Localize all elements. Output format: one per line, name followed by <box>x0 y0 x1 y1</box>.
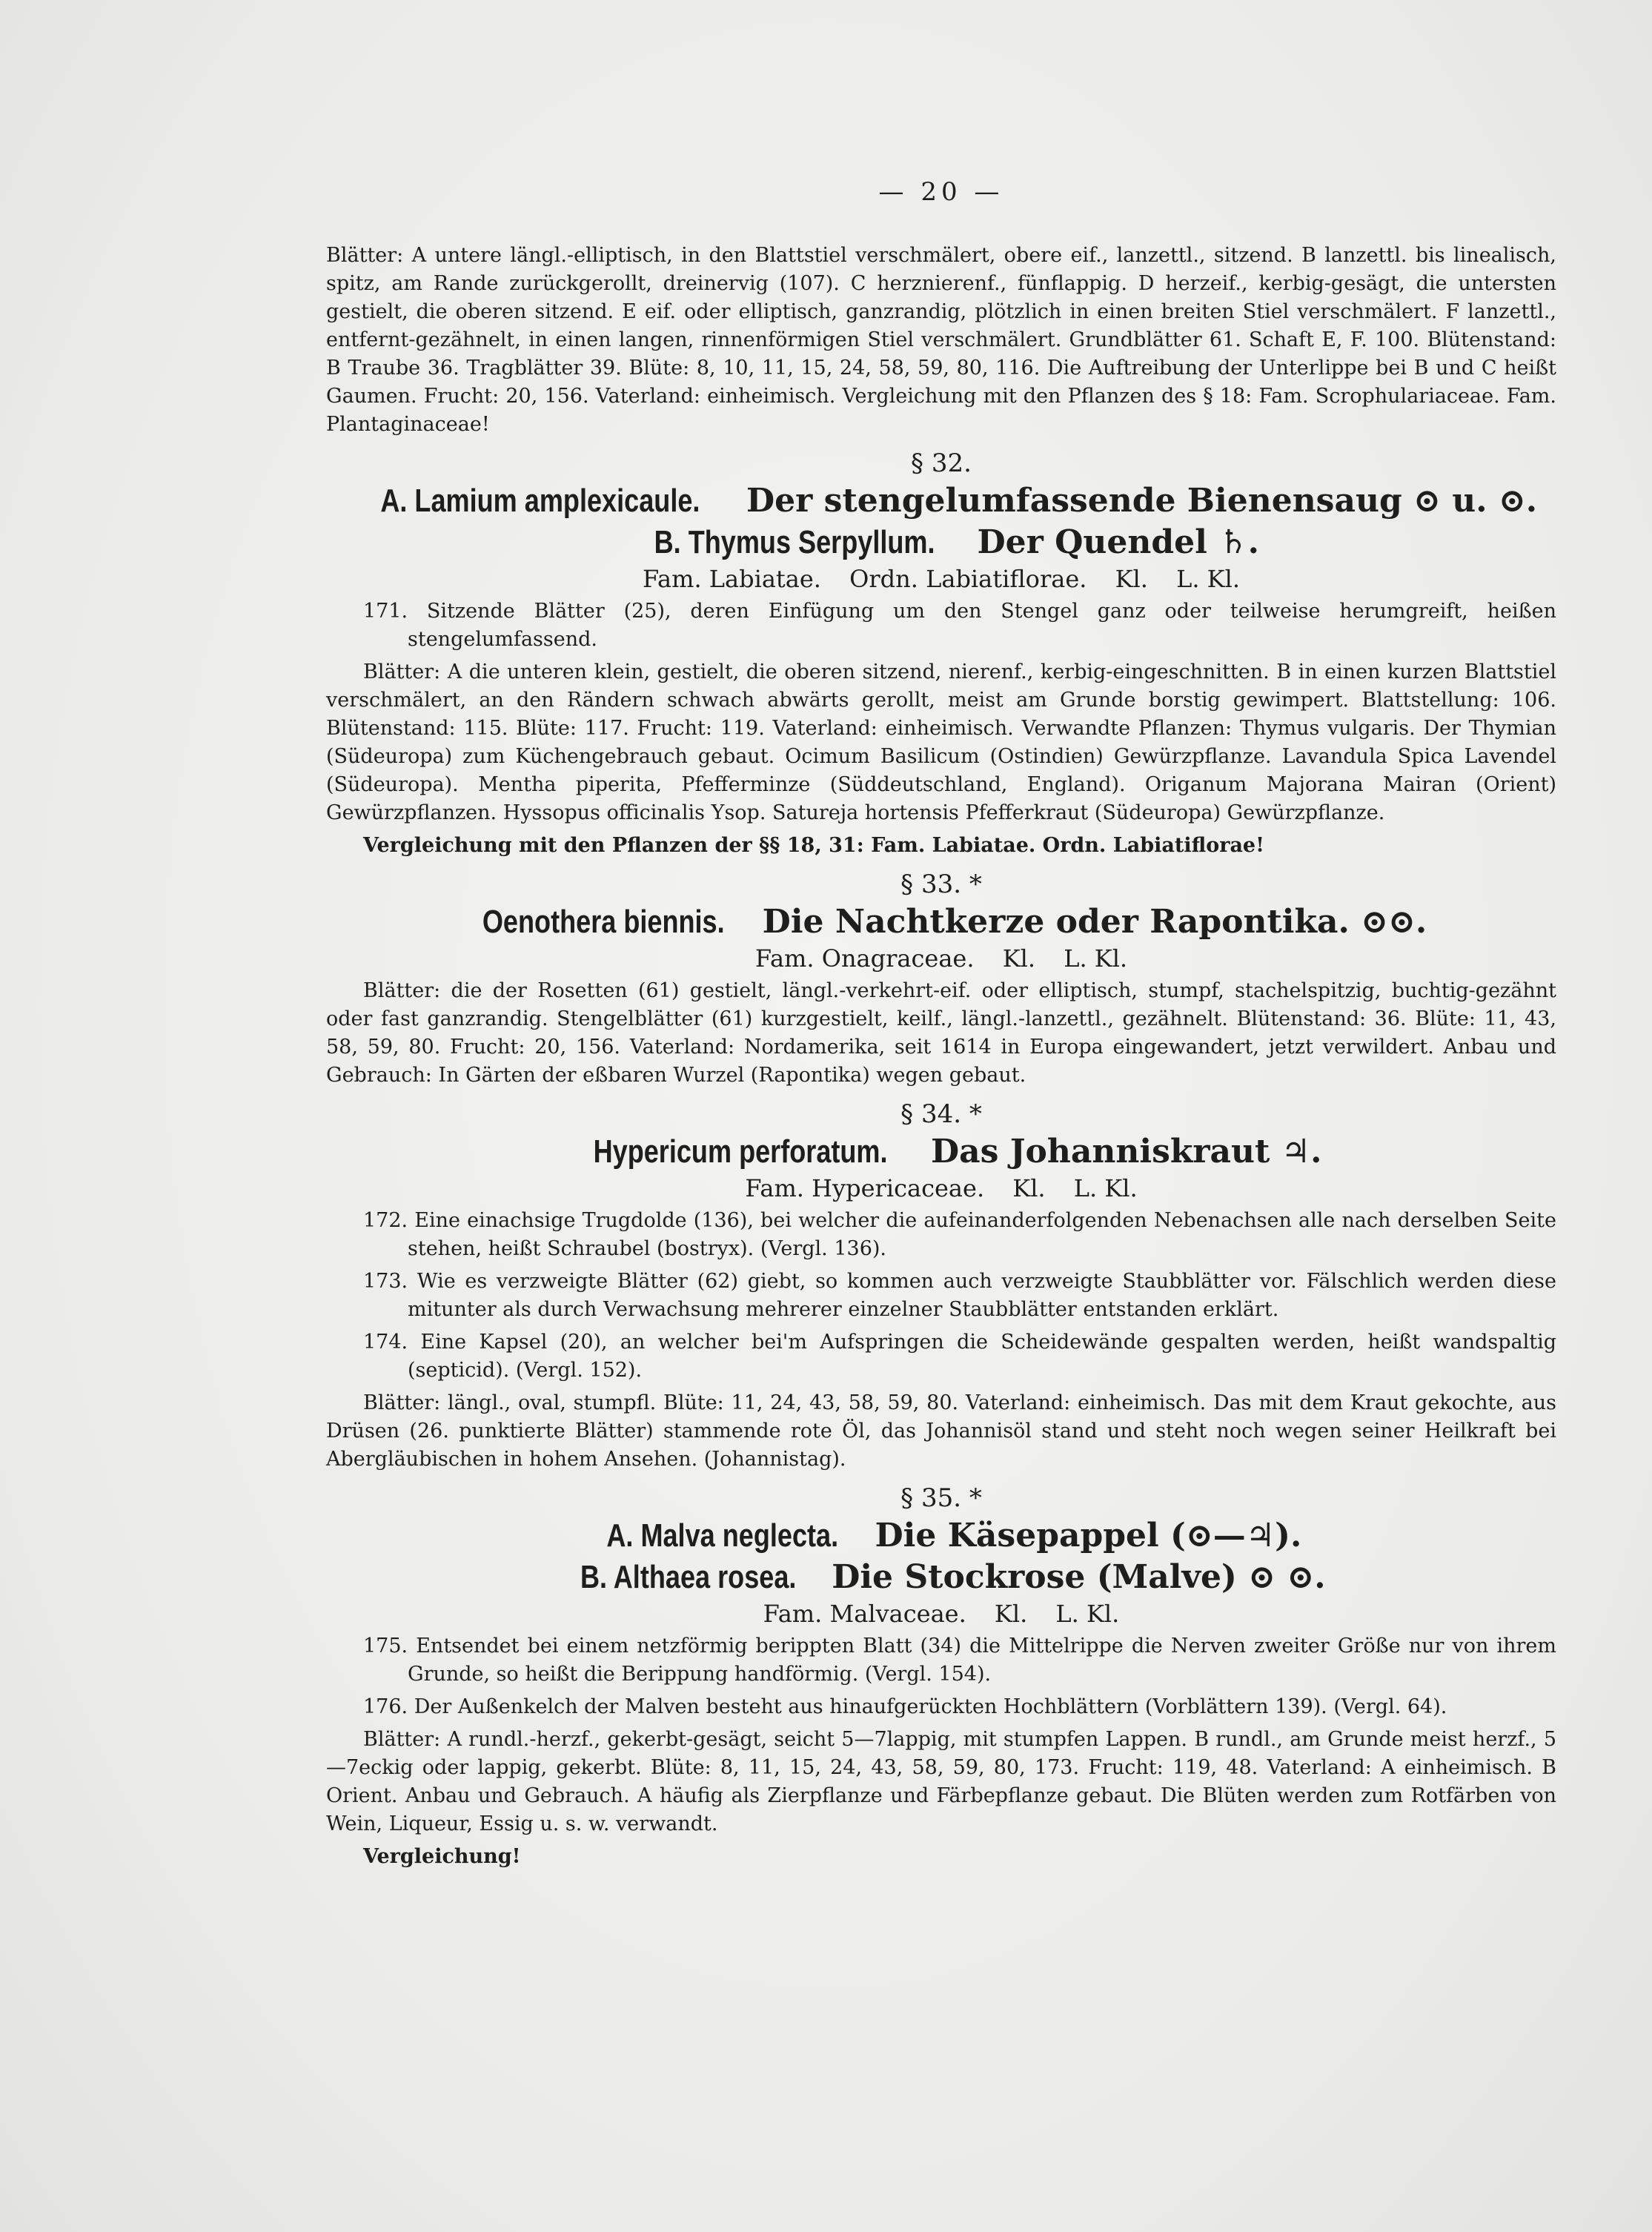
section-32-number: § 32. <box>911 448 972 478</box>
section-32-compare <box>326 832 1556 860</box>
section-34-text: Blätter: längl., oval, stumpfl. Blüte: 11, 24, 43, 58, 59, 80. Vaterland: einheimisch. Das mit dem Kraut gekochte, aus Drüsen (26. punktierte Blätter) stammende rote Öl, das Johannisöl stand und steht noch wegen seiner Heilkraft bei Abergläubischen in hohem Ansehen. (Johannistag). <box>326 1391 1556 1471</box>
section-35-title-b <box>326 1557 1556 1598</box>
section-32-family: Fam. Labiatae. <box>643 565 821 593</box>
section-32-title-b-latin: B. Thymus Serpyllum. <box>654 524 935 560</box>
section-32-text: Blätter: A die unteren klein, gestielt, die oberen sitzend, nierenf., kerbig-eingeschnitten. B in einen kurzen Blattstiel verschmälert, an den Rändern schwach abwärts gerollt, meist am Grunde borstig gewimpert. Blattstellung: 106. Blütenstand: 115. Blüte: 117. Frucht: 119. Vaterland: einheimisch. Verwandte Pflanzen: Thymus vulgaris. Der Thymian (Südeuropa) zum Küchengebrauch gebaut. Ocimum Basilicum (Ostindien) Gewürzpflanze. Lavandula Spica Lavendel (Südeuropa). Mentha piperita, Pfefferminze (Süddeutschland, England). Origanum Majorana Mairan (Orient) Gewürzpflanzen. Hyssopus officinalis Ysop. Satureja hortensis Pfefferkraut (Südeuropa) Gewürzpflanze. <box>326 660 1556 824</box>
paragraph-176: 176. Der Außenkelch der Malven besteht aus hinaufgerückten Hochblättern (Vorblättern 139). (Vergl. 64). <box>363 1695 1447 1718</box>
section-32-order: Ordn. Labiatiflorae. <box>849 565 1087 593</box>
section-32-title-b <box>326 522 1556 563</box>
section-33-title <box>326 901 1556 943</box>
section-35-text: Blätter: A rundl.-herzf., gekerbt-gesägt, seicht 5—7lappig, mit stumpfen Lappen. B rundl., am Grunde meist herzf., 5—7eckig oder lappig, gekerbt. Blüte: 8, 11, 15, 24, 43, 58, 59, 80, 173. Frucht: 119, 48. Vaterland: A einheimisch. B Orient. Anbau und Gebrauch. A häufig als Zierpflanze und Färbepflanze gebaut. Die Blüten werden zum Rotfärben von Wein, Liqueur, Essig u. s. w. verwandt. <box>326 1728 1556 1835</box>
section-32-title-a-german: Der stengelumfassende Bienensaug ⊙ u. ⊙. <box>746 482 1538 520</box>
section-35-number: § 35. * <box>900 1483 982 1513</box>
section-32-title-a-latin: A. Lamium amplexicaule. <box>380 483 700 519</box>
section-33-title-latin: Oenothera biennis. <box>482 904 725 940</box>
section-35-family: Fam. Malvaceae. <box>763 1600 966 1628</box>
section-32-title-b-german: Der Quendel ♄. <box>977 523 1259 561</box>
section-34-title <box>326 1131 1556 1173</box>
section-35-title-a-german: Die Käsepappel (⊙—♃). <box>875 1517 1302 1554</box>
section-32-linnean-class: L. Kl. <box>1176 565 1240 593</box>
section-33-class: Kl. <box>1002 944 1036 973</box>
section-34-title-latin: Hypericum perforatum. <box>593 1133 888 1170</box>
section-35-title-a <box>326 1515 1556 1557</box>
paragraph-173: 173. Wie es verzweigte Blätter (62) giebt, so kommen auch verzweigte Staubblätter vor. Fälschlich werden diese mitunter als durch Verwachsung mehrerer einzelner Staubblätter entstanden erklärt. <box>363 1270 1556 1321</box>
section-33-linnean-class: L. Kl. <box>1064 944 1128 973</box>
page-number: — 20 — <box>878 177 1004 207</box>
paragraph-174: 174. Eine Kapsel (20), an welcher bei'm Aufspringen die Scheidewände gespalten werden, heißt wandspaltig (septicid). (Vergl. 152). <box>363 1331 1556 1382</box>
section-35-class: Kl. <box>994 1600 1028 1628</box>
section-35-system <box>326 1600 1556 1628</box>
section-32-title-a <box>326 480 1556 522</box>
section-32-class: Kl. <box>1115 565 1148 593</box>
section-35-compare <box>326 1843 1556 1871</box>
paragraph-171: 171. Sitzende Blätter (25), deren Einfügung um den Stengel ganz oder teilweise herumgreift, heißen stengelumfassend. <box>363 600 1556 651</box>
section-35-title-a-latin: A. Malva neglecta. <box>606 1517 838 1554</box>
section-35-linnean-class: L. Kl. <box>1055 1600 1120 1628</box>
section-34-title-german: Das Johanniskraut ♃. <box>930 1133 1322 1170</box>
section-32-compare-text: Vergleichung mit den Pflanzen der §§ 18, 31: Fam. Labiatae. Ordn. Labiatiflorae! <box>363 834 1264 857</box>
section-33-title-german: Die Nachtkerze oder Rapontika. ⊙⊙. <box>762 903 1427 941</box>
section-35-compare-text: Vergleichung! <box>363 1845 521 1868</box>
section-34-number: § 34. * <box>900 1099 982 1129</box>
section-33-family: Fam. Onagraceae. <box>754 944 975 973</box>
intro-paragraph: Blätter: A untere längl.-elliptisch, in den Blattstiel verschmälert, obere eif., lanzettl., sitzend. B lanzettl. bis linealisch, spitz, am Rande zurückgerollt, dreinervig (107). C herznierenf., fünflappig. D herzeif., kerbig-gesägt, die untersten gestielt, die oberen sitzend. E eif. oder elliptisch, ganzrandig, plötzlich in einen breiten Stiel verschmälert. F lanzettl., entfernt-gezähnelt, in einen langen, rinnenförmigen Stiel verschmälert. Grundblätter 61. Schaft E, F. 100. Blütenstand: B Traube 36. Tragblätter 39. Blüte: 8, 10, 11, 15, 24, 58, 59, 80, 116. Die Auftreibung der Unterlippe bei B und C heißt Gaumen. Frucht: 20, 156. Vaterland: einheimisch. Vergleichung mit den Pflanzen des § 18: Fam. Scrophulariaceae. Fam. Plantaginaceae! <box>326 244 1556 436</box>
section-35-title-b-german: Die Stockrose (Malve) ⊙ ⊙. <box>832 1558 1326 1596</box>
paragraph-175: 175. Entsendet bei einem netzförmig berippten Blatt (34) die Mittelrippe die Nerven zweiter Größe nur von ihrem Grunde, so heißt die Berippung handförmig. (Vergl. 154). <box>363 1635 1556 1686</box>
page-content <box>326 178 1556 1875</box>
section-33-system <box>326 944 1556 973</box>
section-33-text: Blätter: die der Rosetten (61) gestielt, längl.-verkehrt-eif. oder elliptisch, stumpf, stachelspitzig, buchtig-gezähnt oder fast ganzrandig. Stengelblätter (61) kurzgestielt, keilf., längl.-lanzettl., gezähnelt. Blütenstand: 36. Blüte: 11, 43, 58, 59, 80. Frucht: 20, 156. Vaterland: Nordamerika, seit 1614 in Europa eingewandert, jetzt verwildert. Anbau und Gebrauch: In Gärten der eßbaren Wurzel (Rapontika) wegen gebaut. <box>326 979 1556 1087</box>
paragraph-172: 172. Eine einachsige Trugdolde (136), bei welcher die aufeinanderfolgenden Nebenachsen alle nach derselben Seite stehen, heißt Schraubel (bostryx). (Vergl. 136). <box>363 1209 1556 1260</box>
section-34-system <box>326 1174 1556 1202</box>
section-32-system <box>326 565 1556 593</box>
section-34-family: Fam. Hypericaceae. <box>745 1174 985 1202</box>
section-34-linnean-class: L. Kl. <box>1073 1174 1138 1202</box>
section-35-title-b-latin: B. Althaea rosea. <box>580 1559 797 1595</box>
section-33-number: § 33. * <box>900 870 982 899</box>
section-34-class: Kl. <box>1012 1174 1046 1202</box>
